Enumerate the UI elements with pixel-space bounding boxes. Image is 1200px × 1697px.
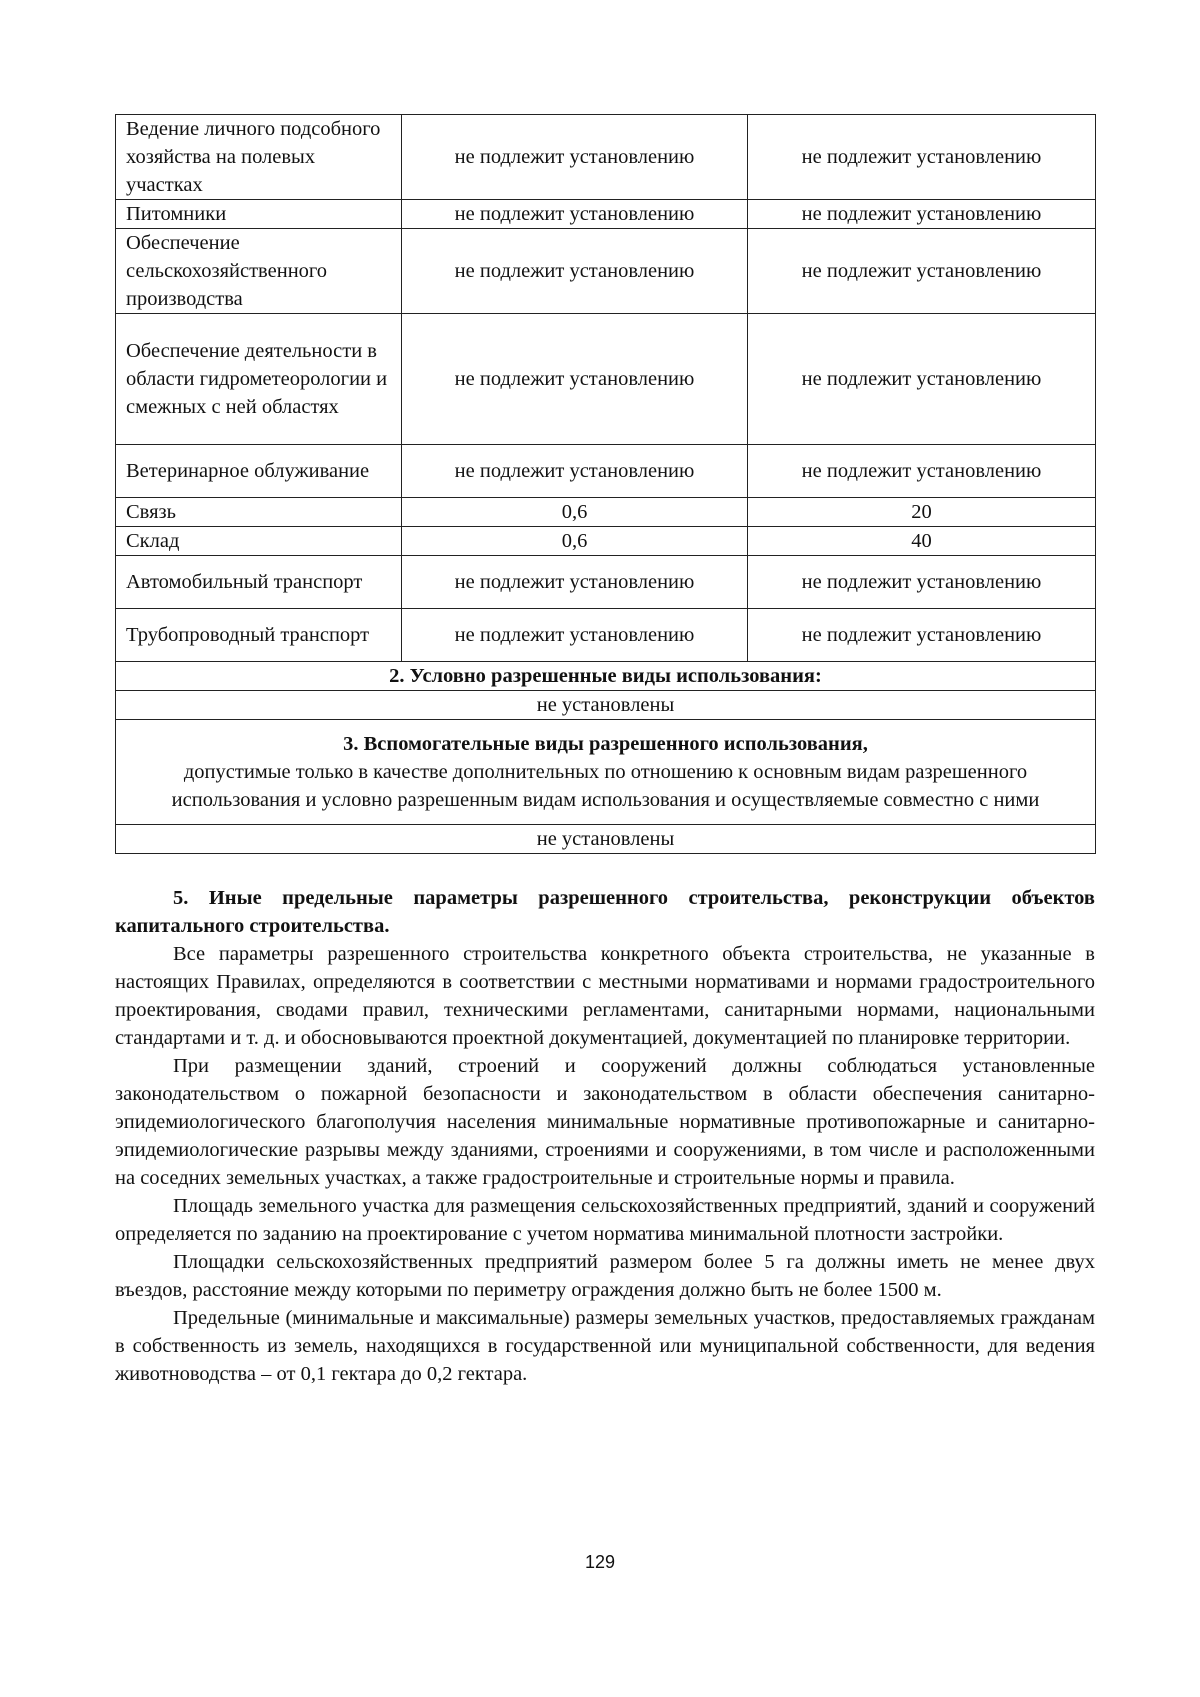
table-row <box>116 200 1096 229</box>
table-row <box>116 115 1096 200</box>
use-name: Связь <box>116 498 402 527</box>
param-value-1: не подлежит установлению <box>402 609 748 662</box>
section-5-heading: 5. Иные предельные параметры разрешенного строительства, реконструкции объектов капитального строительства. <box>115 887 1095 937</box>
param-value-2: не подлежит установлению <box>748 445 1096 498</box>
use-name: Обеспечение деятельности в области гидрометеорологии и смежных с ней областях <box>116 314 402 445</box>
param-value-1: не подлежит установлению <box>402 556 748 609</box>
table-row <box>116 662 1096 691</box>
table-row <box>116 556 1096 609</box>
table-row <box>116 229 1096 314</box>
auxiliary-uses-cell <box>116 720 1096 825</box>
auxiliary-uses-value: не установлены <box>116 825 1096 854</box>
section-5 <box>115 884 1095 1388</box>
param-value-2: не подлежит установлению <box>748 556 1096 609</box>
param-value-2: не подлежит установлению <box>748 115 1096 200</box>
table-row <box>116 691 1096 720</box>
page-number: 129 <box>584 1552 616 1572</box>
param-value-2: не подлежит установлению <box>748 609 1096 662</box>
table-row <box>116 445 1096 498</box>
param-value-1: 0,6 <box>402 527 748 556</box>
use-name: Склад <box>116 527 402 556</box>
table-row <box>116 609 1096 662</box>
use-name: Обеспечение сельскохозяйственного производства <box>116 229 402 314</box>
table-row <box>116 825 1096 854</box>
use-name: Питомники <box>116 200 402 229</box>
param-value-1: не подлежит установлению <box>402 445 748 498</box>
use-name: Автомобильный транспорт <box>116 556 402 609</box>
table-row <box>116 720 1096 825</box>
document-page <box>115 114 1095 1388</box>
table-row <box>116 498 1096 527</box>
param-value-2: 20 <box>748 498 1096 527</box>
conditional-uses-heading: 2. Условно разрешенные виды использования: <box>116 662 1096 691</box>
param-value-2: не подлежит установлению <box>748 314 1096 445</box>
paragraph: Площадь земельного участка для размещения сельскохозяйственных предприятий, зданий и сооружений определяется по заданию на проектирование с учетом норматива минимальной плотности застройки. <box>115 1195 1095 1245</box>
param-value-1: не подлежит установлению <box>402 200 748 229</box>
auxiliary-uses-note: допустимые только в качестве дополнительных по отношению к основным видам разрешенного использования и условно разрешенным видам использования и осуществляемые совместно с ними <box>171 761 1040 811</box>
use-name: Ветеринарное облуживание <box>116 445 402 498</box>
param-value-2: не подлежит установлению <box>748 200 1096 229</box>
table-row <box>116 527 1096 556</box>
param-value-2: 40 <box>748 527 1096 556</box>
param-value-1: 0,6 <box>402 498 748 527</box>
param-value-1: не подлежит установлению <box>402 314 748 445</box>
land-use-table <box>115 114 1096 854</box>
use-name: Трубопроводный транспорт <box>116 609 402 662</box>
paragraph: Все параметры разрешенного строительства конкретного объекта строительства, не указанные в настоящих Правилах, определяются в соответствии с местными нормативами и нормами градостроительного проектирования, сводами правил, техническими регламентами, санитарными нормами, национальными стандартами и т. д. и обосновываются проектной документацией, документацией по планировке территории. <box>115 943 1095 1049</box>
param-value-2: не подлежит установлению <box>748 229 1096 314</box>
conditional-uses-value: не установлены <box>116 691 1096 720</box>
param-value-1: не подлежит установлению <box>402 229 748 314</box>
paragraph: Площадки сельскохозяйственных предприятий размером более 5 га должны иметь не менее двух въездов, расстояние между которыми по периметру ограждения должно быть не более 1500 м. <box>115 1251 1095 1301</box>
param-value-1: не подлежит установлению <box>402 115 748 200</box>
use-name: Ведение личного подсобного хозяйства на полевых участках <box>116 115 402 200</box>
paragraph: Предельные (минимальные и максимальные) размеры земельных участков, предоставляемых гражданам в собственность из земель, находящихся в государственной или муниципальной собственности, для ведения животноводства – от 0,1 гектара до 0,2 гектара. <box>115 1307 1095 1385</box>
table-row <box>116 314 1096 445</box>
paragraph: При размещении зданий, строений и сооружений должны соблюдаться установленные законодательством о пожарной безопасности и законодательством в области обеспечения санитарно-эпидемиологического благополучия населения минимальные нормативные противопожарные и санитарно-эпидемиологические разрывы между зданиями, строениями и сооружениями, в том числе и расположенными на соседних земельных участках, а также градостроительные и строительные нормы и правила. <box>115 1055 1095 1189</box>
auxiliary-uses-heading: 3. Вспомогательные виды разрешенного использования, <box>343 733 868 755</box>
